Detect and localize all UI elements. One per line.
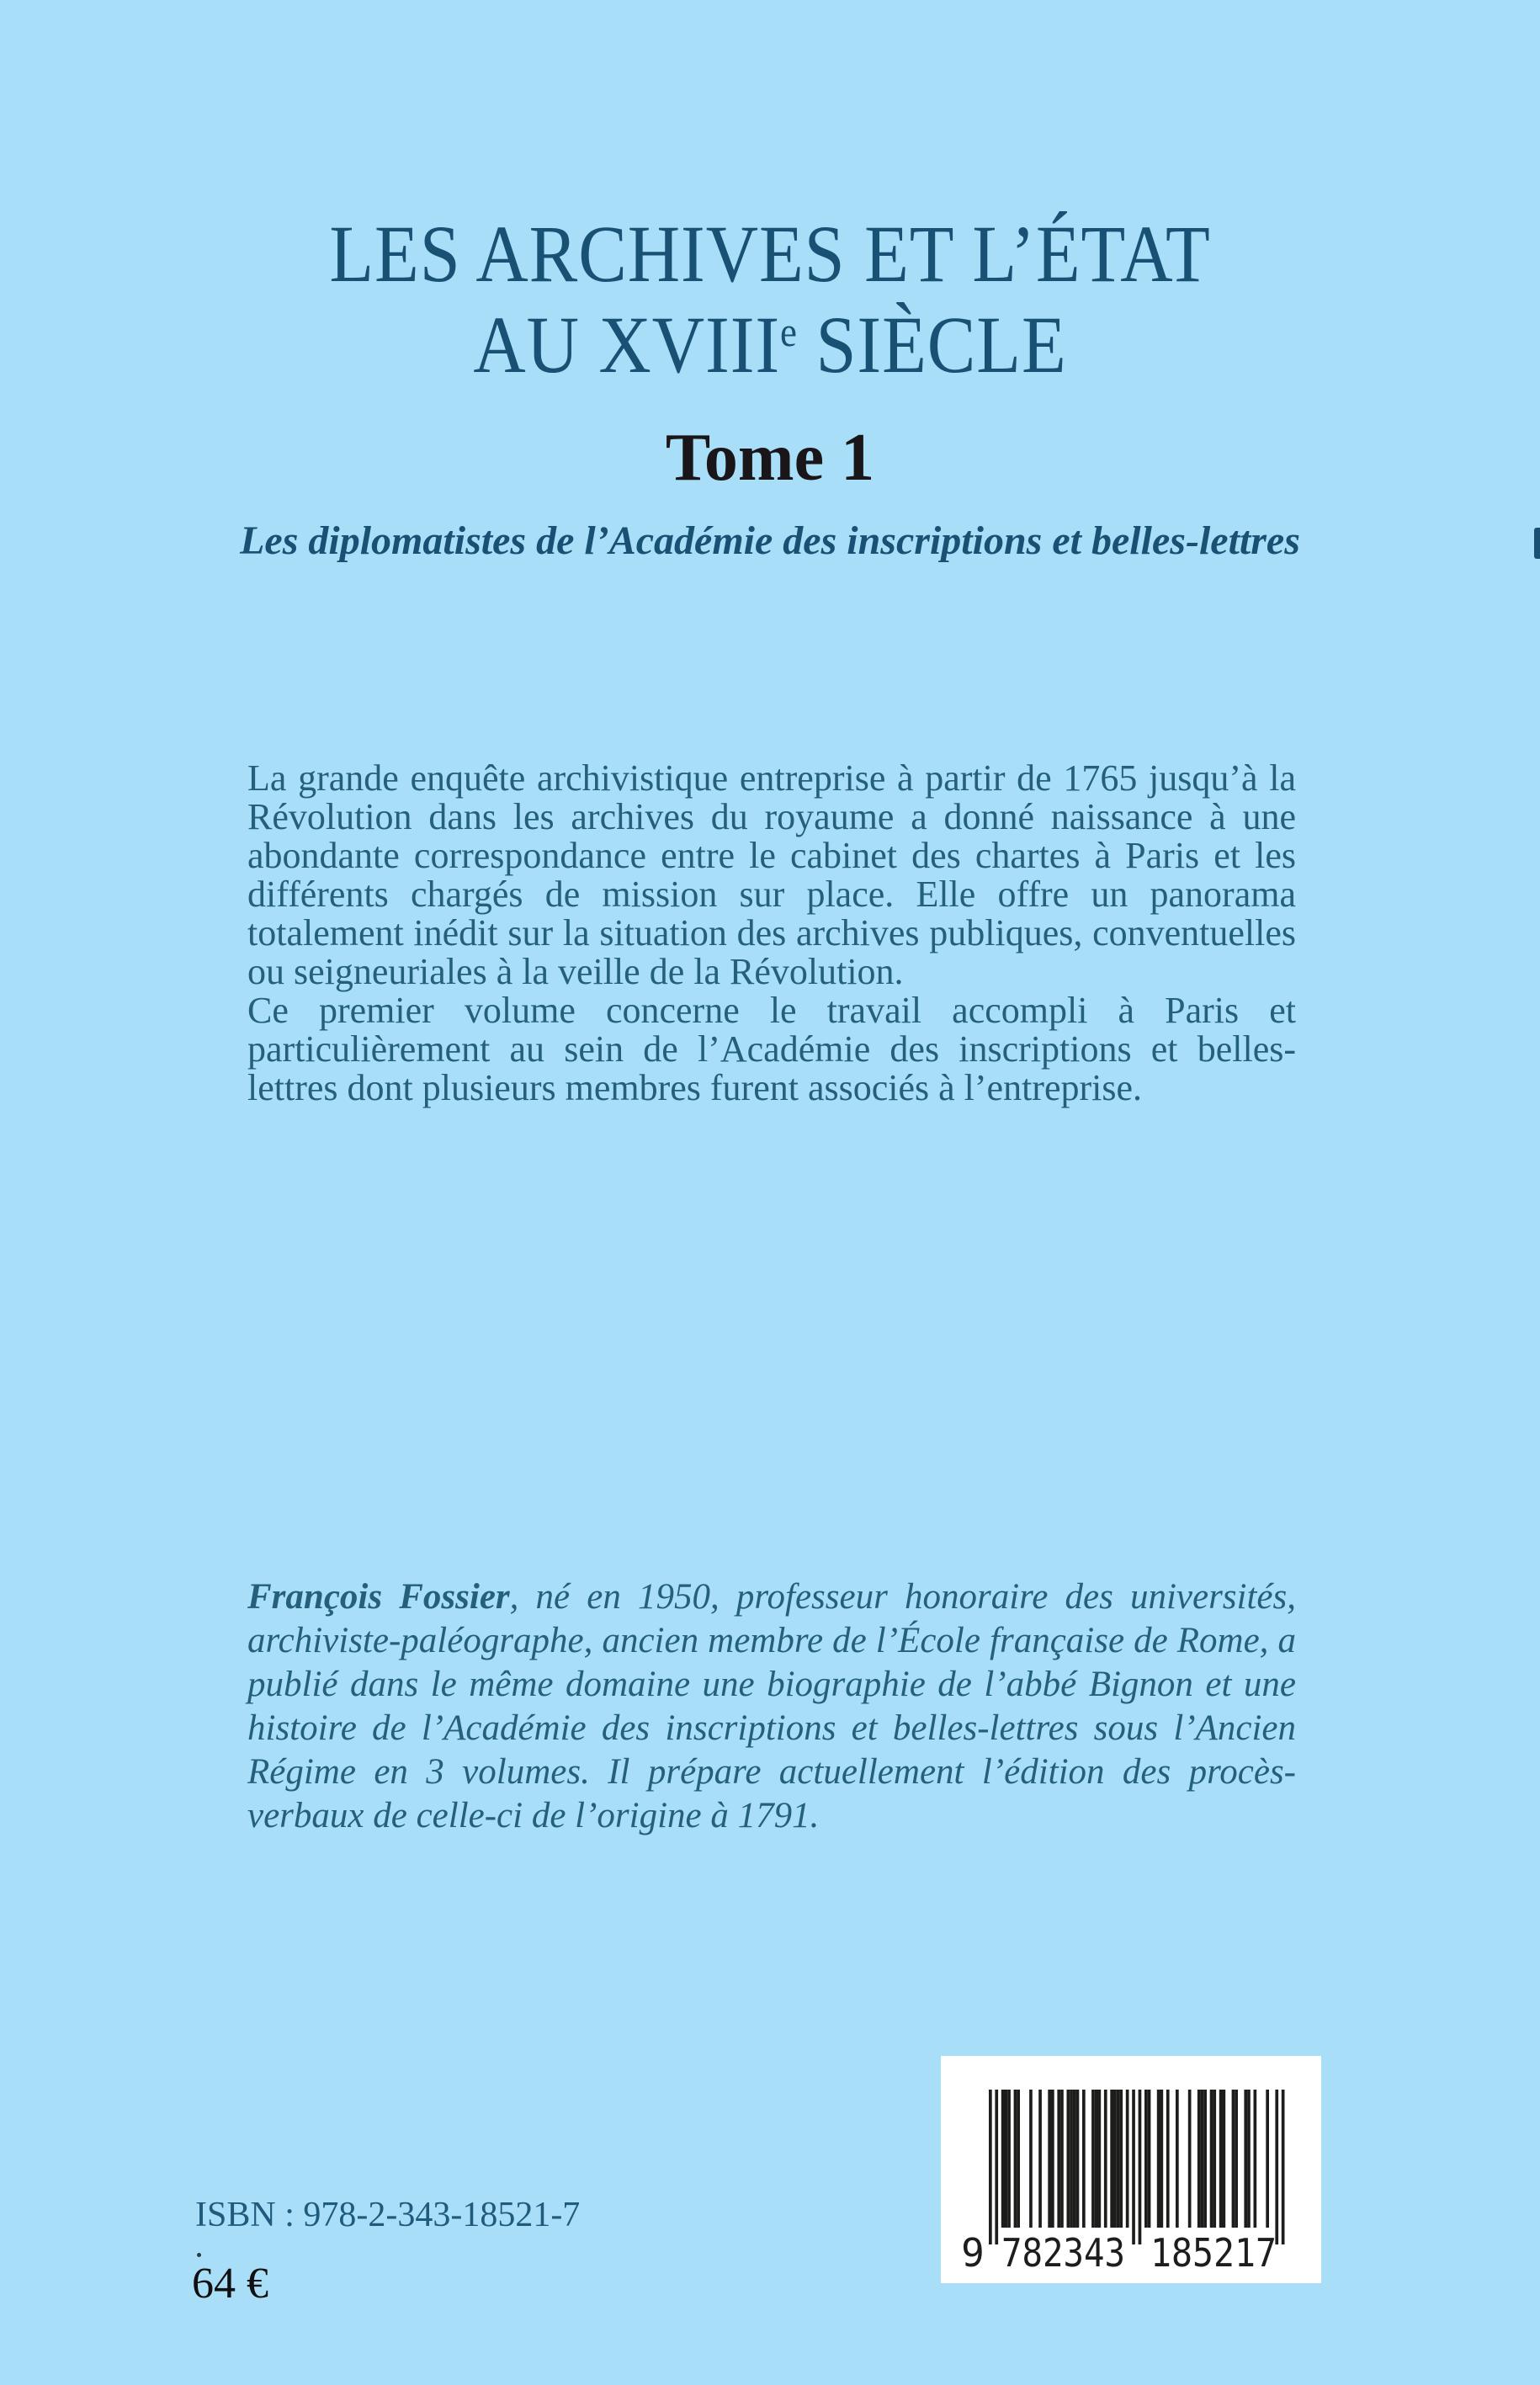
clipped-edge-mark [1534,528,1540,559]
synopsis-paragraph-2: Ce premier volume concerne le travail accompli à Paris et particulièrement au sein de l’Académie des inscriptions et belles-lettres dont plusieurs membres furent associés à l’entreprise. [247,990,1296,1108]
book-subtitle: Les diplomatistes de l’Académie des inscriptions et belles-lettres [240,518,1300,563]
book-title-line2 [77,300,1463,404]
barcode-panel [941,2056,1321,2283]
book-title [77,209,1463,404]
book-title-line2-prefix: AU XVIII [473,300,781,390]
synopsis [247,759,1296,1108]
barcode-right-digits: 185217 [1150,2230,1277,2276]
barcode-left-digits: 782343 [1001,2230,1125,2276]
author-bio-paragraph [247,1575,1296,1838]
book-title-superscript-e: e [780,309,797,356]
synopsis-paragraph-1: La grande enquête archivistique entreprise à partir de 1765 jusqu’à la Révolution dans les archives du royaume a donné naissance à une abondante correspondance entre le cabinet des chartes à Paris et les différents chargés de mission sur place. Elle offre un panorama totalement inédit sur la situation des archives publiques, conventuelles ou seigneuriales à la veille de la Révolution. [247,757,1296,992]
book-title-line2-suffix: SIÈCLE [796,300,1067,390]
stray-dot [197,2253,201,2257]
isbn-label: ISBN : 978-2-343-18521-7 [195,2196,581,2234]
barcode-bars [989,2090,1285,2244]
author-bio [247,1575,1296,1838]
barcode-first-digit: 9 [961,2230,985,2276]
ean13-barcode [941,2056,1321,2283]
volume-label: Tome 1 [665,421,875,495]
book-title-line1: LES ARCHIVES ET L’ÉTAT [329,209,1211,299]
price-label: 64 € [192,2260,268,2308]
author-bio-text: , né en 1950, professeur honoraire des universités, archiviste-paléographe, ancien membre de l’École française de Rome, a publié dans le même domaine une biographie de l’abbé Bignon et une histoire de l’Académie des inscriptions et belles-lettres sous l’Ancien Régime en 3 volumes. Il prépare actuellement l’édition des procès-verbaux de celle-ci de l’origine à 1791. [247,1577,1296,1835]
author-name: François Fossier [247,1577,510,1617]
